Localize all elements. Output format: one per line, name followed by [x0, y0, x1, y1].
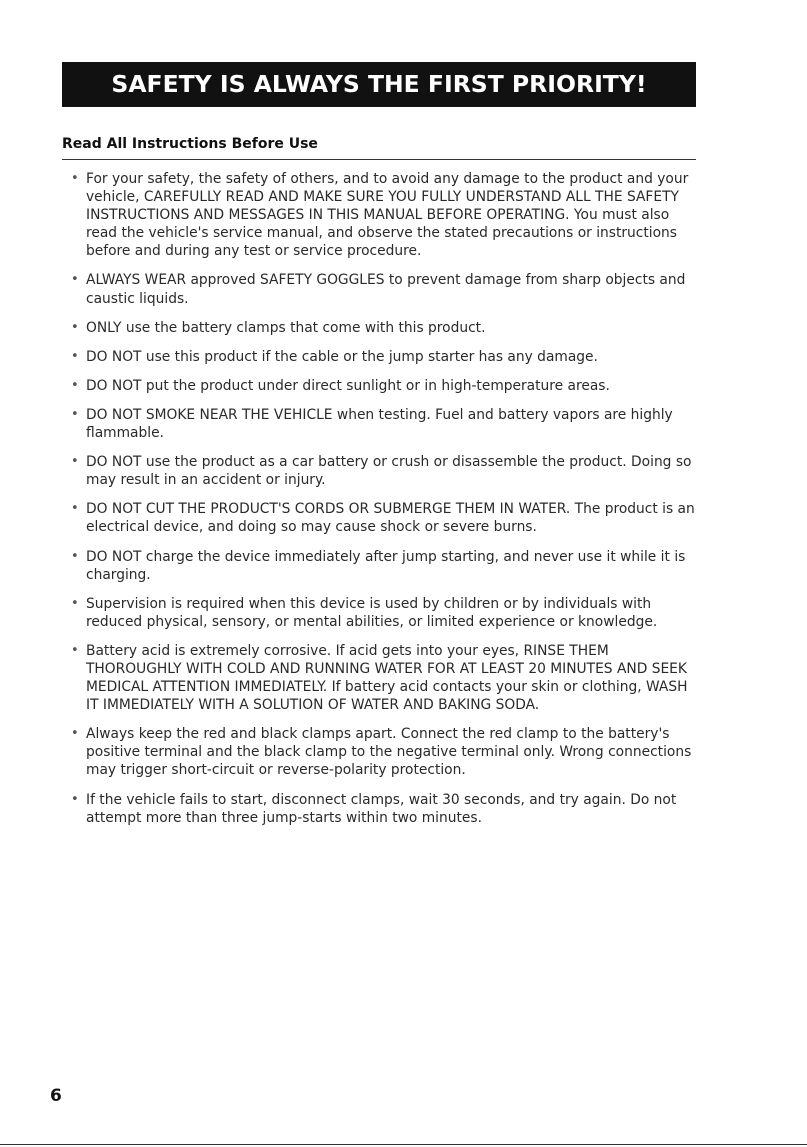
- bullet-icon: •: [71, 272, 79, 288]
- bullet-icon: •: [71, 595, 79, 611]
- safety-banner: SAFETY IS ALWAYS THE FIRST PRIORITY!: [62, 62, 696, 107]
- bullet-icon: •: [71, 406, 79, 422]
- list-item-text: If the vehicle fails to start, disconnect clamps, wait 30 seconds, and try again. Do not attempt more than three jump-starts within two minutes.: [86, 791, 677, 826]
- list-item: [62, 170, 696, 260]
- safety-instructions-list: [62, 170, 696, 838]
- list-item: [62, 406, 696, 442]
- list-item-text: Supervision is required when this device is used by children or by individuals with reduced physical, sensory, or mental abilities, or limited experience or knowledge.: [86, 595, 658, 630]
- list-item: [62, 319, 696, 337]
- list-item-text: ONLY use the battery clamps that come with this product.: [86, 319, 486, 336]
- list-item-text: DO NOT SMOKE NEAR THE VEHICLE when testing. Fuel and battery vapors are highly flammable.: [86, 406, 673, 442]
- heading-divider: [62, 159, 696, 160]
- page-number: 6: [50, 1086, 62, 1106]
- bullet-icon: •: [71, 726, 79, 742]
- list-item-text: Battery acid is extremely corrosive. If acid gets into your eyes, RINSE THEM THOROUGHLY WITH COLD AND RUNNING WATER FOR AT LEAST 20 MINUTES AND SEEK MEDICAL ATTENTION IMMEDIATELY. If battery acid contacts your skin or clothing, WASH IT IMMEDIATELY WITH A SOLUTION OF WATER AND BAKING SODA.: [86, 642, 688, 714]
- section-heading: Read All Instructions Before Use: [62, 136, 318, 152]
- page-bottom-rule: [0, 1144, 807, 1145]
- bullet-icon: •: [71, 171, 79, 186]
- bullet-icon: •: [71, 454, 79, 470]
- list-item-text: DO NOT CUT THE PRODUCT'S CORDS OR SUBMERGE THEM IN WATER. The product is an electrical device, and doing so may cause shock or severe burns.: [86, 501, 695, 536]
- list-item: [62, 453, 696, 489]
- list-item: [62, 548, 696, 584]
- bullet-icon: •: [71, 319, 79, 335]
- list-item-text: For your safety, the safety of others, and to avoid any damage to the product and your vehicle, CAREFULLY READ AND MAKE SURE YOU FULLY UNDERSTAND ALL THE SAFETY INSTRUCTIONS AND MESSAGES IN THIS MANUAL BEFORE OPERATING. You must also read the vehicle's service manual, and observe the stated precautions or instructions before and during any test or service procedure.: [86, 171, 689, 260]
- bullet-icon: •: [71, 791, 79, 807]
- list-item: [62, 271, 696, 307]
- bullet-icon: •: [71, 377, 79, 393]
- bullet-icon: •: [71, 348, 79, 364]
- list-item: [62, 595, 696, 631]
- bullet-icon: •: [71, 501, 79, 517]
- list-item-text: DO NOT use this product if the cable or the jump starter has any damage.: [86, 348, 598, 365]
- list-item-text: DO NOT use the product as a car battery or crush or disassemble the product. Doing so may result in an accident or injury.: [86, 454, 692, 489]
- bullet-icon: •: [71, 642, 79, 658]
- list-item-text: ALWAYS WEAR approved SAFETY GOGGLES to prevent damage from sharp objects and caustic liquids.: [86, 272, 686, 307]
- list-item: [62, 642, 696, 714]
- list-item-text: DO NOT charge the device immediately after jump starting, and never use it while it is charging.: [86, 548, 686, 583]
- list-item: [62, 377, 696, 395]
- list-item-text: Always keep the red and black clamps apart. Connect the red clamp to the battery's positive terminal and the black clamp to the negative terminal only. Wrong connections may trigger short-circuit or reverse-polarity protection.: [86, 726, 692, 779]
- list-item: [62, 791, 696, 827]
- list-item: [62, 348, 696, 366]
- list-item-text: DO NOT put the product under direct sunlight or in high-temperature areas.: [86, 377, 610, 394]
- bullet-icon: •: [71, 548, 79, 564]
- list-item: [62, 725, 696, 779]
- list-item: [62, 500, 696, 536]
